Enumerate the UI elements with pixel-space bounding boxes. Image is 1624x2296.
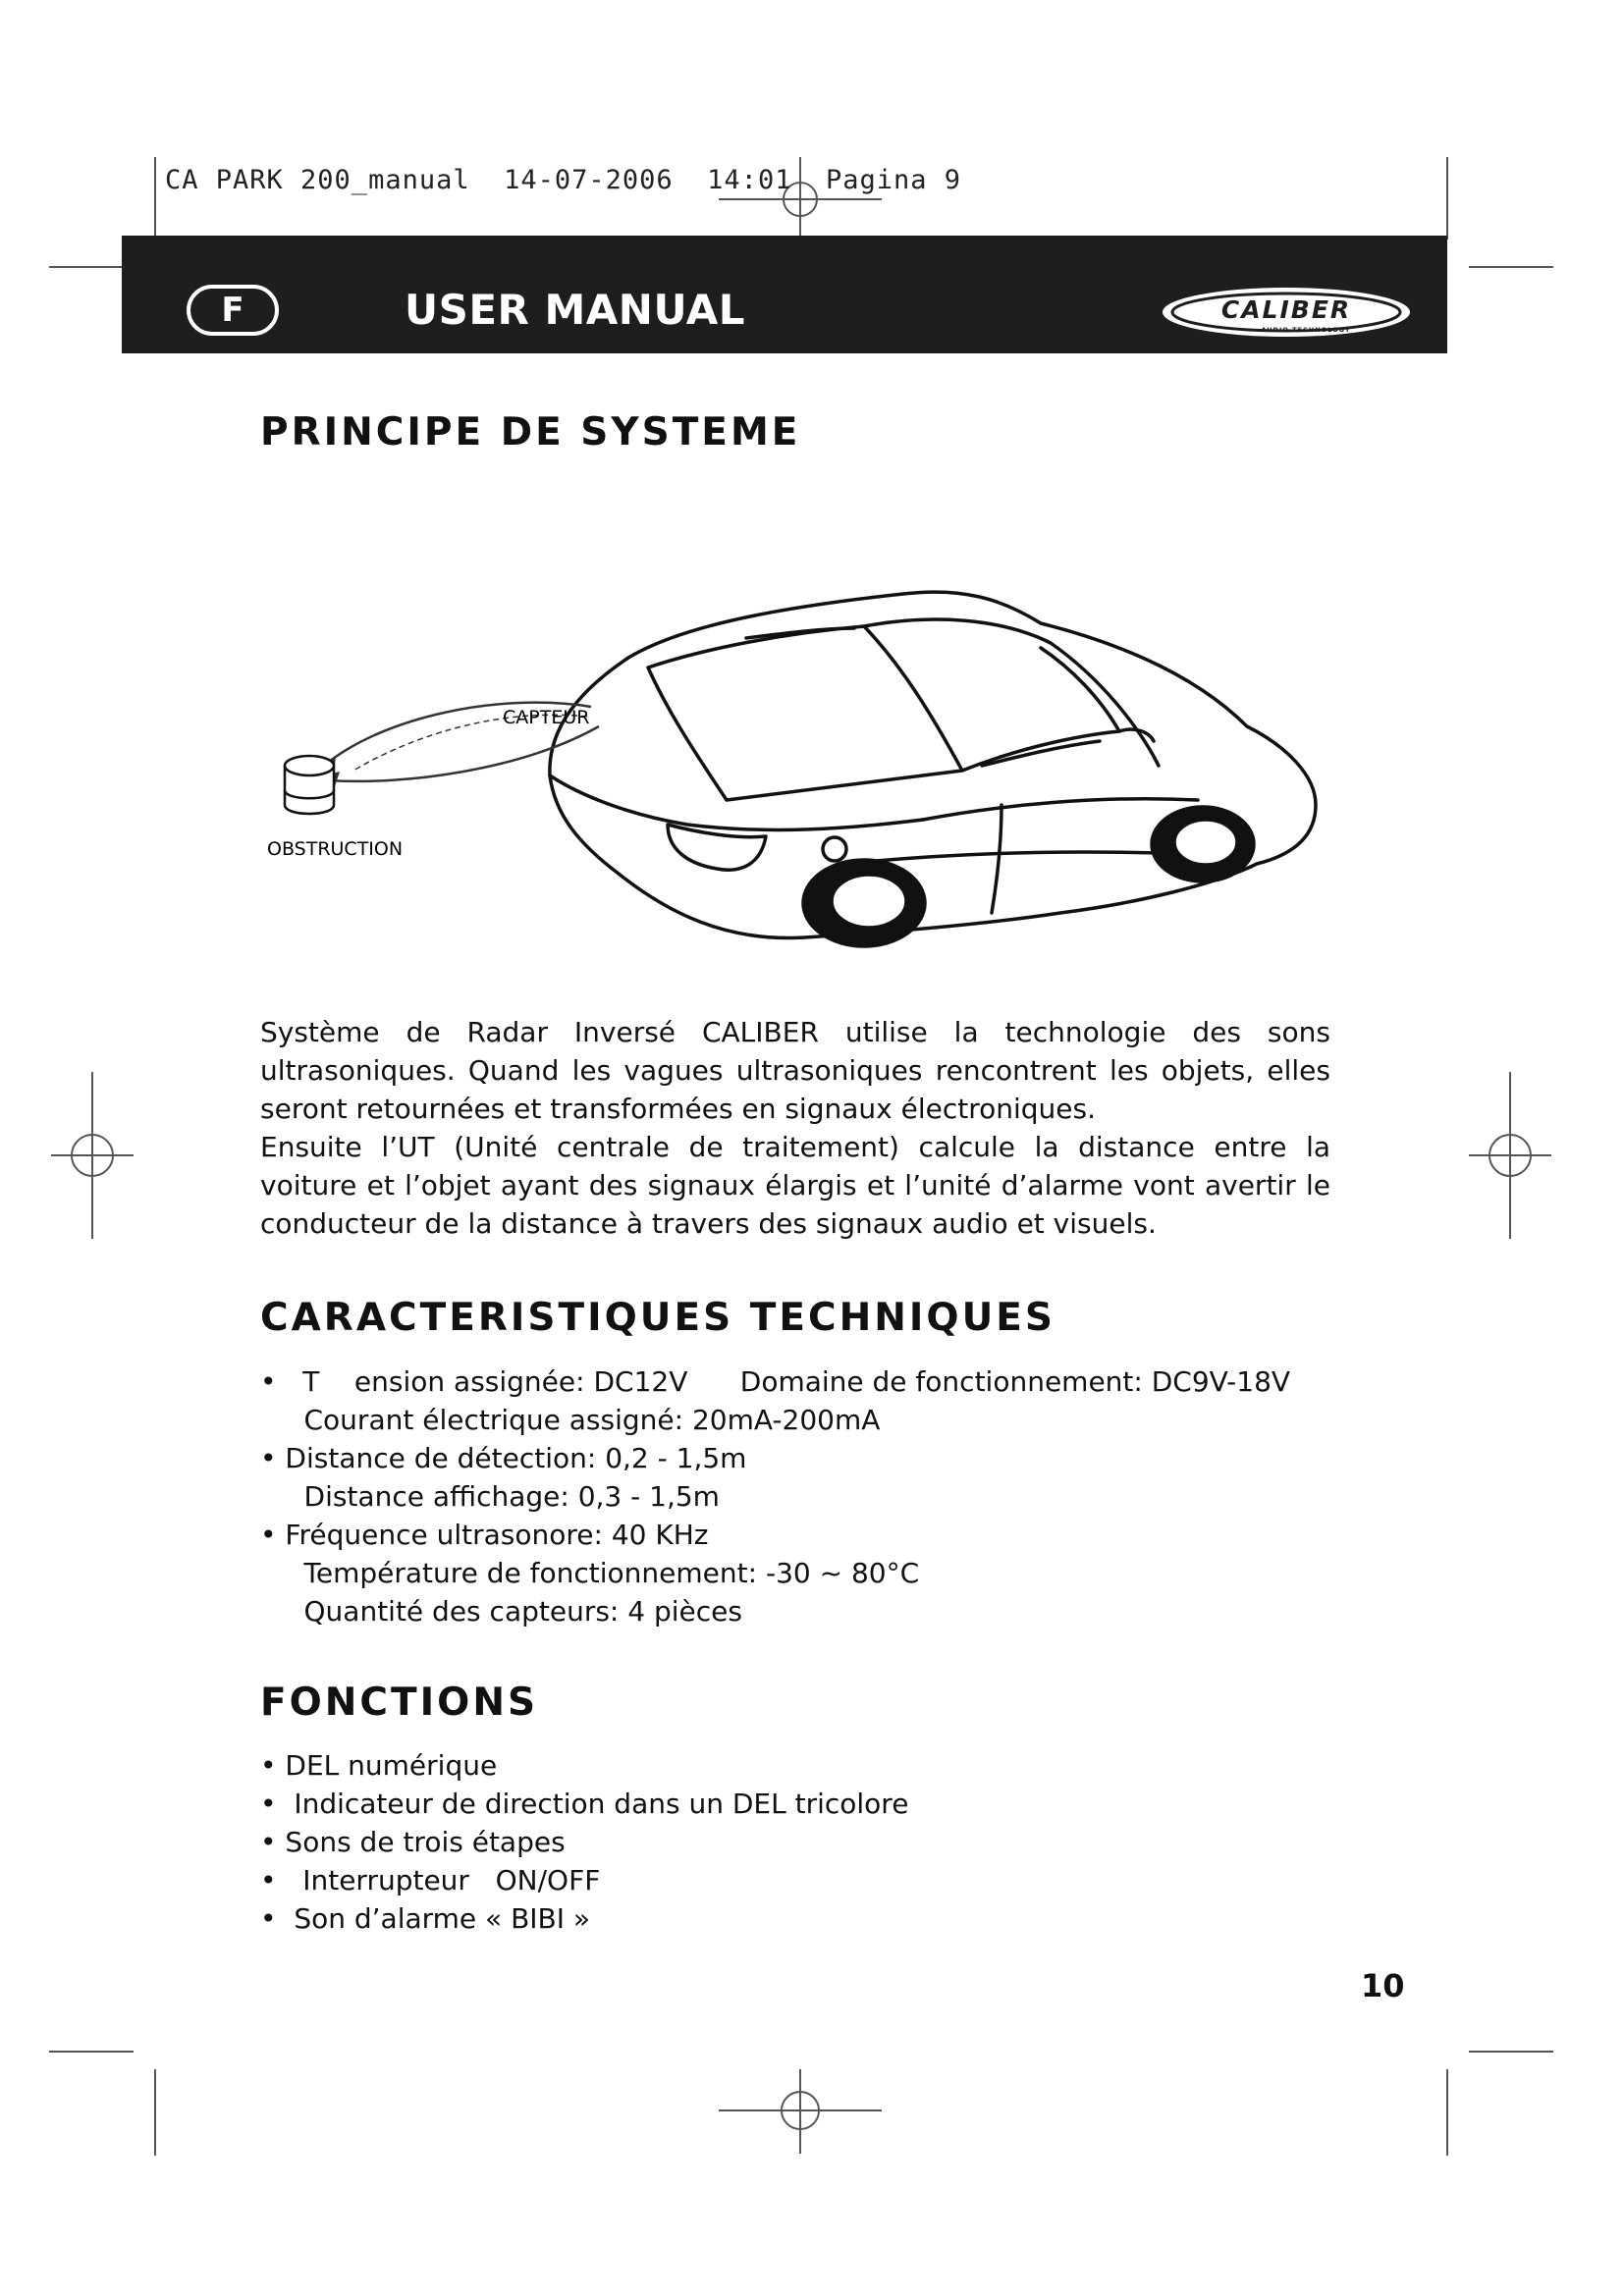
list-item: • DEL numérique [260, 1749, 498, 1782]
obstruction-label: OBSTRUCTION [267, 838, 404, 860]
list-item: Température de fonctionnement: -30 ~ 80°C [260, 1557, 920, 1589]
language-badge: F [187, 285, 279, 336]
section-title-specs: CARACTERISTIQUES TECHNIQUES [260, 1296, 1056, 1340]
functions-list [260, 1746, 908, 1938]
list-item: Courant électrique assigné: 20mA-200mA [260, 1404, 881, 1436]
list-item: Distance affichage: 0,3 - 1,5m [260, 1480, 720, 1513]
logo-text: CALIBER [1220, 295, 1352, 324]
system-illustration [255, 569, 1335, 962]
principle-paragraph: Système de Radar Inversé CALIBER utilise la technologie des sons ultrasoniques. Quand les vagues ultrasoniques rencontrent les objets, elles seront retournées et transformées en signaux électroniques. [260, 1016, 1330, 1125]
list-item: • Distance de détection: 0,2 - 1,5m [260, 1442, 747, 1474]
caliber-logo [1159, 283, 1414, 342]
sensor-label: CAPTEUR [503, 707, 590, 728]
logo-subtext: AUDIO TECHNOLOGY [1261, 326, 1351, 334]
page-number: 10 [1361, 1967, 1405, 2004]
list-item: • Indicateur de direction dans un DEL tricolore [260, 1788, 909, 1820]
section-title-functions: FONCTIONS [260, 1681, 539, 1725]
header-title: USER MANUAL [405, 286, 746, 334]
list-item: Quantité des capteurs: 4 pièces [260, 1595, 742, 1628]
list-item: • Interrupteur ON/OFF [260, 1864, 601, 1896]
specs-list [260, 1362, 1290, 1630]
section-title-principle: PRINCIPE DE SYSTEME [260, 410, 801, 454]
list-item: • T ension assignée: DC12V Domaine de fonctionnement: DC9V-18V [260, 1365, 1291, 1398]
principle-paragraph: Ensuite l’UT (Unité centrale de traitement) calcule la distance entre la voiture et l’objet ayant des signaux élargis et l’unité d’alarme vont avertir le conducteur de la distance à travers des signaux audio et visuels. [260, 1131, 1330, 1240]
print-slug: CA PARK 200_manual 14-07-2006 14:01 Pagina 9 [165, 165, 962, 195]
list-item: • Fréquence ultrasonore: 40 KHz [260, 1519, 709, 1551]
principle-text [260, 1013, 1330, 1243]
list-item: • Sons de trois étapes [260, 1826, 566, 1858]
list-item: • Son d’alarme « BIBI » [260, 1902, 591, 1935]
